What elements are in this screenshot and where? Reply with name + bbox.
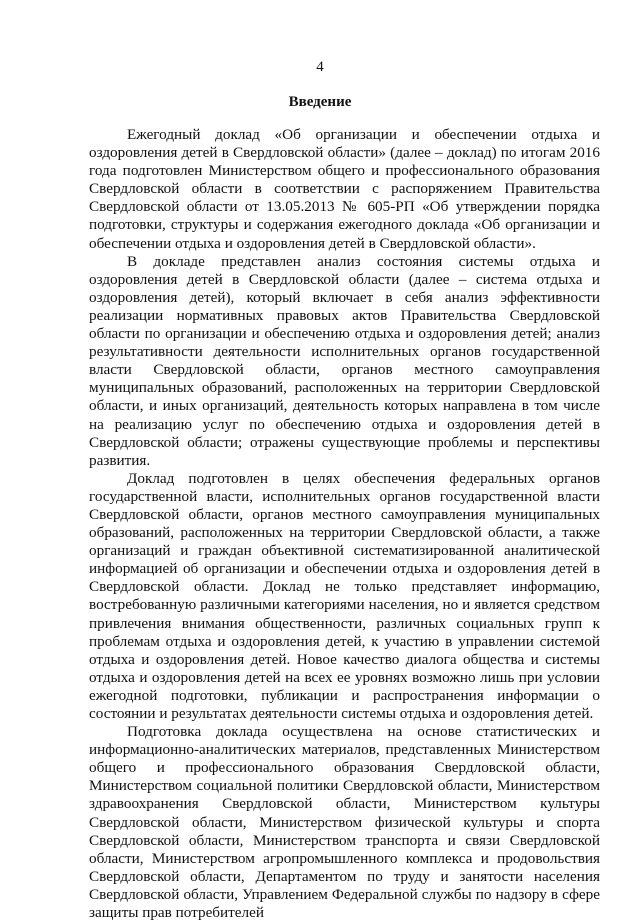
section-title: Введение [288, 94, 352, 110]
paragraph-annual-report: Ежегодный доклад «Об организации и обеспечении отдыха и оздоровления детей в Свердловской области» (далее – доклад) по итогам 2016 года подготовлен Министерством общего и профессионального образования Свердловской области в соответствии с распоряжением Правительства Свердловской области от 13.05.2013 № 605-РП «Об утверждении порядка подготовки, структуры и содержания ежегодного доклада «Об организации и обеспечении отдыха и оздоровления детей в Свердловской области». [89, 126, 600, 252]
document-body [89, 126, 600, 922]
paragraph-sources: Подготовка доклада осуществлена на основе статистических и информационно-аналитических материалов, представленных Министерством общего и профессионального образования Свердловской области, Министерством социальной политики Свердловской области, Министерством здравоохранения Свердловской области, Министерством культуры Свердловской области, Министерством физической культуры и спорта Свердловской области, Министерством транспорта и связи Свердловской области, Министерством агропромышленного комплекса и продовольствия Свердловской области, Департаментом по труду и занятости населения Свердловской области, Управлением Федеральной службы по надзору в сфере защиты прав потребителей [89, 723, 600, 922]
page-number: 4 [316, 59, 324, 75]
paragraph-purpose: Доклад подготовлен в целях обеспечения федеральных органов государственной власти, исполнительных органов государственной власти Свердловской области, органов местного самоуправления муниципальных образований, расположенных на территории Свердловской области, а также организаций и граждан объективной систематизированной аналитической информацией об организации и обеспечении отдыха и оздоровления детей в Свердловской области. Доклад не только представляет информацию, востребованную различными категориями населения, но и является средством привлечения внимания общественности, различных социальных групп к проблемам отдыха и оздоровления детей, к участию в управлении системой отдыха и оздоровления детей. Новое качество диалога общества и системы отдыха и оздоровления детей на всех ее уровнях возможно лишь при условии ежегодной подготовки, публикации и распространения информации о состоянии и результатах деятельности системы отдыха и оздоровления детей. [89, 469, 600, 722]
paragraph-analysis: В докладе представлен анализ состояния системы отдыха и оздоровления детей в Свердловской области (далее – система отдыха и оздоровления детей), который включает в себя анализ эффективности реализации нормативных правовых актов Правительства Свердловской области по организации и обеспечению отдыха и оздоровления детей; анализ результативности деятельности исполнительных органов государственной власти Свердловской области, органов местного самоуправления муниципальных образований, расположенных на территории Свердловской области, и иных организаций, деятельность которых направлена в том числе на реализацию услуг по обеспечению отдыха и оздоровления детей в Свердловской области; отражены существующие проблемы и перспективы развития. [89, 252, 600, 469]
